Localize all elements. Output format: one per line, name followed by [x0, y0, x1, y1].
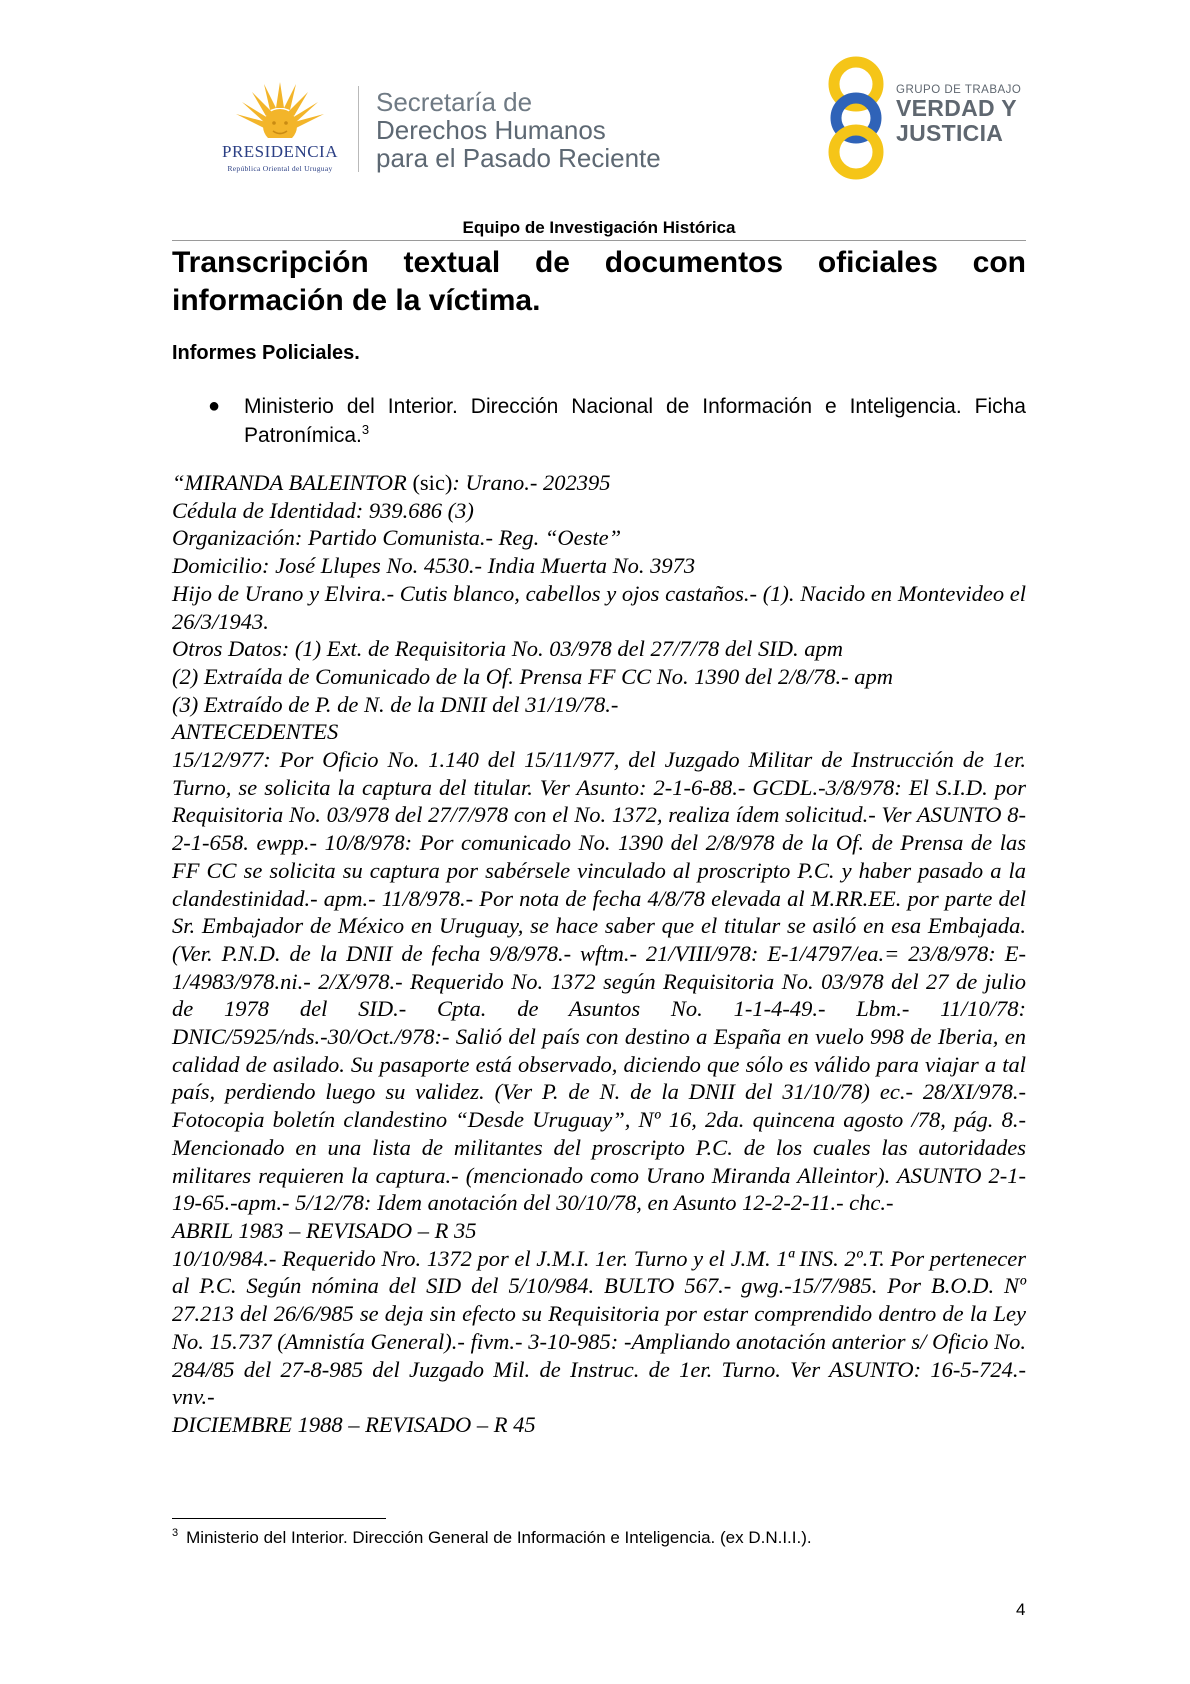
- secretaria-line-1: Secretaría de: [376, 87, 533, 117]
- footnote-reference[interactable]: 3: [361, 422, 370, 437]
- section-heading: Informes Policiales.: [172, 342, 360, 364]
- transcription-name-open: “MIRANDA BALEINTOR: [172, 470, 413, 495]
- verdad-justicia-logo: [820, 56, 1040, 180]
- transcription-line: Domicilio: José Llupes No. 4530.- India Muerta No. 3973: [172, 553, 696, 579]
- grupo-line-3: JUSTICIA: [896, 120, 1004, 146]
- transcription-paragraph: 15/12/977: Por Oficio No. 1.140 del 15/11/977, del Juzgado Militar de Instrucción de 1er. Turno, se solicita la captura del titular. Ver Asunto: 2-1-6-88.- GCDL.-3/8/978: El S.I.D. por Requisitoria No. 03/978 del 27/7/978 con el No. 1372, realiza ídem solicitud.- Ver ASUNTO 8-2-1-658. ewpp.- 10/8/978: Por comunicado No. 1390 del 2/8/978 de la Of. de Prensa de las FF CC se solicita su captura por sabérsele vinculado al proscripto P.C. y haber pasado a la clandestinidad.- apm.- 11/8/978.- Por nota de fecha 4/8/78 elevada al M.RR.EE. por parte del Sr. Embajador de México en Uruguay, se hace saber que el titular se asiló en esa Embajada. (Ver. P.N.D. de la DNII de fecha 9/8/978.- wftm.- 21/VIII/978: E-1/4797/ea.= 23/8/978: E-1/4983/978.ni.- 2/X/978.- Requerido No. 1372 según Requisitoria No. 03/978 del 27 de julio de 1978 del SID.- Cpta. de Asuntos No. 1-1-4-49.- Lbm.- 11/10/78: DNIC/5925/nds.-30/Oct./978:- Salió del país con destino a España en vuelo 998 de Iberia, en calidad de asilado. Su pasaporte está observado, diciendo que sólo es válido para viajar a tal país, perdiendo luego su validez. (Ver P. de N. de la DNII del 31/10/78) ec.- 28/XI/978.-Fotocopia boletín clandestino “Desde Uruguay”, Nº 16, 2da. quincena agosto /78, pág. 8.- Mencionado en una lista de militantes del proscripto P.C. de los cuales las autoridades militares requieren la captura.- (mencionado como Urano Miranda Alleintor). ASUNTO 2-1-19-65.-apm.- 5/12/78: Idem anotación del 30/10/78, en Asunto 12-2-2-11.- chc.-: [172, 747, 1026, 1216]
- team-heading: Equipo de Investigación Histórica: [462, 218, 736, 237]
- secretaria-logo-text: [376, 88, 661, 172]
- footnote-number: 3: [172, 1527, 179, 1540]
- transcription-block: [172, 469, 1026, 1439]
- page-number: 4: [1016, 1600, 1026, 1619]
- presidencia-logo: [196, 78, 364, 178]
- transcription-line: (3) Extraído de P. de N. de la DNII del 31/19/78.-: [172, 691, 619, 717]
- transcription-line: Organización: Partido Comunista.- Reg. “Oeste”: [172, 525, 622, 551]
- bullet-item: [172, 392, 1026, 450]
- bullet-dot-icon: ●: [208, 395, 221, 417]
- transcription-name-rest: : Urano.- 202395: [452, 470, 611, 495]
- transcription-line: Hijo de Urano y Elvira.- Cutis blanco, cabellos y ojos castaños.- (1). Nacido en Montevideo el 26/3/1943.: [172, 580, 1026, 634]
- transcription-line: Cédula de Identidad: 939.686 (3): [172, 497, 474, 523]
- grupo-line-2: VERDAD Y: [896, 95, 1017, 121]
- grupo-trabajo-text: [896, 84, 1021, 146]
- secretaria-line-3: para el Pasado Reciente: [376, 143, 661, 173]
- transcription-line: ANTECEDENTES: [172, 719, 339, 745]
- transcription-paragraph: 10/10/984.- Requerido Nro. 1372 por el J.M.I. 1er. Turno y el J.M. 1ª INS. 2º.T. Por pertenecer al P.C. Según nómina del SID del 5/10/984. BULTO 567.- gwg.-15/7/985. Por B.O.D. Nº 27.213 del 26/6/985 se deja sin efecto su Requisitoria por estar comprendido dentro de la Ley No. 15.737 (Amnistía General).- fivm.- 3-10-985: -Ampliando anotación anterior s/ Oficio No. 284/85 del 27-8-985 del Juzgado Mil. de Instruc. de 1er. Turno. Ver ASUNTO: 16-5-724.- vnv.-: [172, 1245, 1026, 1410]
- grupo-line-1: GRUPO DE TRABAJO: [896, 84, 1022, 96]
- linked-rings-icon: [820, 56, 892, 180]
- footnote: [172, 1528, 812, 1548]
- presidencia-wordmark: PRESIDENCIA: [221, 142, 338, 161]
- transcription-line: ABRIL 1983 – REVISADO – R 35: [172, 1217, 477, 1243]
- footnote-rule: [172, 1518, 386, 1519]
- secretaria-line-2: Derechos Humanos: [376, 115, 606, 145]
- sic-marker: (sic): [412, 470, 453, 495]
- bullet-text: [244, 392, 1026, 450]
- bullet-label: Ministerio del Interior. Dirección Nacional de Información e Inteligencia. Ficha Patronímica.: [244, 395, 1026, 447]
- header-logos: [0, 0, 1190, 200]
- transcription-line: DICIEMBRE 1988 – REVISADO – R 45: [172, 1411, 536, 1437]
- presidencia-subtitle: República Oriental del Uruguay: [227, 164, 333, 173]
- footnote-text: Ministerio del Interior. Dirección General de Información e Inteligencia. (ex D.N.I.I.).: [186, 1528, 812, 1547]
- transcription-line: Otros Datos: (1) Ext. de Requisitoria No. 03/978 del 27/7/78 del SID. apm: [172, 636, 843, 662]
- header-rule: [172, 240, 1026, 241]
- transcription-line: (2) Extraída de Comunicado de la Of. Prensa FF CC No. 1390 del 2/8/78.- apm: [172, 663, 893, 689]
- sun-icon: [230, 78, 330, 144]
- logo-divider: [358, 86, 359, 172]
- document-title: Transcripción textual de documentos oficiales con información de la víctima.: [172, 246, 1026, 317]
- transcription-line: [172, 469, 1026, 497]
